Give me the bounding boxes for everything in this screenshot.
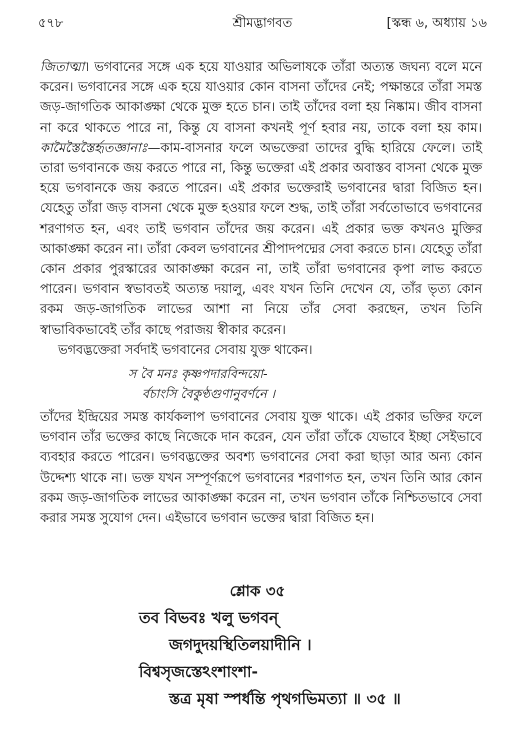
verse-line-1: স বৈ মনঃ কৃষ্ণপদারবিন্দয়ো- [128, 366, 268, 382]
paragraph-3: তাঁদের ইন্দ্রিয়ের সমস্ত কার্যকলাপ ভগবানের সেবায় যুক্ত থাকে। এই প্রকার ভক্তির ফলে ভগবান তাঁর ভক্তের কাছে নিজেকে দান করেন, যেন তাঁরা তাঁকে যেভাবে ইচ্ছা সেইভাবে ব্যবহার করতে পারেন। ভগবদ্ভক্তের অবশ্য ভগবানের সেবা করা ছাড়া আর অন্য কোন উদ্দেশ্য থাকে না। ভক্ত যখন সম্পূর্ণরূপে ভগবানের শরণাগত হন, তখন তিনি আর কোন রকম জড়-জাগতিক লাভের আকাঙ্ক্ষা করেন না, তখন ভগবান তাঁকে নিশ্চিতভাবে সেবা করার সমস্ত সুযোগ দেন। এইভাবে ভগবান ভক্তের দ্বারা বিজিত হন। [40, 410, 482, 527]
verse-line-2: র্বচাংসি বৈকুণ্ঠগুণানুবর্ণনে । [142, 386, 276, 402]
section-reference: [স্কন্ধ ৬, অধ্যায় ১৬ [386, 16, 487, 31]
page-header [38, 14, 487, 36]
sloka-text [139, 605, 499, 713]
paragraph-1-text-continued: —কাম-বাসনার ফলে অভক্তেরা তাদের বুদ্ধি হারিয়ে ফেলে। তাই তারা ভগবানকে জয় করতে পারে না, কিন্তু ভক্তেরা এই প্রকার অবাস্তব বাসনা থেকে মুক্ত হয়ে ভগবানকে জয় করতে পারেন। এই প্রকার ভক্তেরাই ভগবানের দ্বারা বিজিত হন। যেহেতু তাঁরা জড় বাসনা থেকে মুক্ত হওয়ার ফলে শুদ্ধ, তাই তাঁরা সর্বতোভাবে ভগবানের শরণাগত হন, এবং তাই ভগবান তাঁদের জয় করেন। এই প্রকার ভক্ত কখনও মুক্তির আকাঙ্ক্ষা করেন না। তাঁরা কেবল ভগবানের শ্রীপাদপদ্মের সেবা করতে চান। যেহেতু তাঁরা কোন প্রকার পুরস্কারের আকাঙ্ক্ষা করেন না, তাই তাঁরা ভগবানের কৃপা লাভ করতে পারেন। ভগবান স্বভাবতই অত্যন্ত দয়ালু, এবং যখন তিনি দেখেন যে, তাঁর ভৃত্য কোন রকম জড়-জাগতিক লাভের আশা না নিয়ে তাঁর সেবা করছেন, তখন তিনি স্বাভাবিকভাবেই তাঁর কাছে পরাজয় স্বীকার করেন। [40, 140, 482, 338]
sloka-line-2: জগদুদয়স্থিতিলয়াদীনি । [169, 636, 312, 654]
verse-quote [128, 364, 482, 404]
sloka-line-4: স্তত্র মৃষা স্পর্ধন্তি পৃথগভিমত্যা ॥ ৩৫ ॥ [169, 690, 401, 708]
paragraph-2: ভগবদ্ভক্তেরা সর্বদাই ভগবানের সেবায় যুক্ত থাকেন। [58, 342, 313, 358]
sloka-heading: শ্লোক ৩৫ [229, 582, 286, 600]
paragraph-1-text: । ভগবানের সঙ্গে এক হয়ে যাওয়ার অভিলাষকে তাঁরা অত্যন্ত জঘন্য বলে মনে করেন। ভগবানের সঙ্গে এক হয়ে যাওয়ার কোন বাসনা তাঁদের নেই; পক্ষান্তরে তাঁরা সমস্ত জড়-জাগতিক আকাঙ্ক্ষা থেকে মুক্ত হতে চান। তাই তাঁদের বলা হয় নিষ্কাম। জীব বাসনা না করে থাকতে পারে না, কিন্তু যে বাসনা কখনই পূর্ণ হবার নয়, তাকে বলা হয় কাম। [40, 60, 482, 136]
sloka-line-1: তব বিভবঃ খলু ভগবন্ [139, 609, 279, 627]
paragraph-1 [40, 58, 482, 341]
purport-body [40, 58, 482, 529]
quoted-phrase: কামৈস্তৈস্তৈর্হৃতজ্ঞানাঃ [40, 140, 148, 156]
sloka-line-3: বিশ্বসৃজস্তেঽংশাংশা- [139, 663, 258, 681]
page-number: ৫৭৮ [38, 16, 64, 31]
sanskrit-term: জিতাত্মা [40, 60, 85, 75]
book-title: শ্রীমদ্ভাগবত [232, 16, 293, 31]
